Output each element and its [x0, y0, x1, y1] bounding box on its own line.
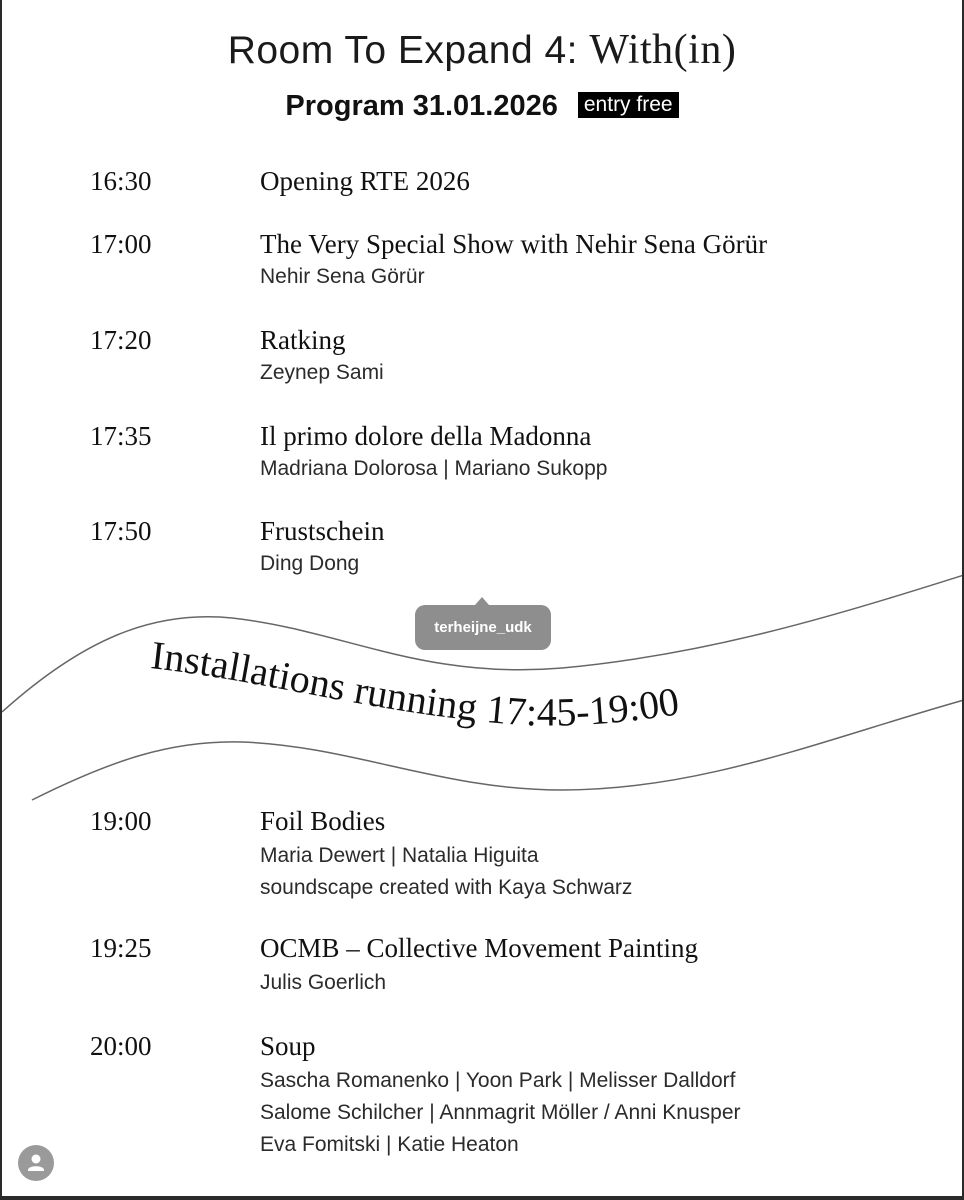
installations-banner-text: Installations running 17:45-19:00: [148, 632, 682, 735]
item-time: 16:30: [90, 166, 152, 196]
item-time: 17:35: [90, 421, 152, 451]
item-time: 17:20: [90, 325, 152, 355]
item-time: 19:00: [90, 806, 152, 836]
person-icon: [18, 1145, 54, 1181]
item-title: Ratking: [260, 325, 346, 355]
story-page: [2, 0, 962, 1196]
item-time: 19:25: [90, 933, 152, 963]
title-accent: With(in): [589, 27, 737, 73]
tagged-users-button[interactable]: [18, 1145, 54, 1181]
user-tag-tooltip[interactable]: terheijne_udk: [415, 605, 551, 650]
item-people: Ding Dong: [260, 552, 360, 575]
program-label: Program 31.01.2026: [285, 90, 558, 122]
item-title: Foil Bodies: [260, 806, 386, 836]
item-people: Maria Dewert | Natalia Higuita soundscape created with Kaya Schwarz: [260, 844, 633, 899]
item-title: Opening RTE 2026: [260, 166, 470, 196]
item-title: Soup: [260, 1031, 316, 1061]
item-people: Zeynep Sami: [260, 361, 384, 384]
item-title: The Very Special Show with Nehir Sena Görür: [260, 229, 768, 259]
item-time: 20:00: [90, 1031, 152, 1061]
item-people: Madriana Dolorosa | Mariano Sukopp: [260, 457, 608, 480]
item-people: Julis Goerlich: [260, 971, 387, 994]
item-time: 17:50: [90, 516, 152, 546]
item-people: Sascha Romanenko | Yoon Park | Melisser Dalldorf Salome Schilcher | Annmagrit Möller / Anni Knusper Eva Fomitski | Katie Heaton: [260, 1069, 741, 1156]
item-title: Frustschein: [260, 516, 385, 546]
item-title: Il primo dolore della Madonna: [260, 421, 592, 451]
item-title: OCMB – Collective Movement Painting: [260, 933, 698, 963]
entry-free-badge: entry free: [578, 92, 679, 118]
title-prefix: Room To Expand 4:: [227, 29, 590, 72]
item-time: 17:00: [90, 229, 152, 259]
item-people: Nehir Sena Görür: [260, 265, 425, 288]
